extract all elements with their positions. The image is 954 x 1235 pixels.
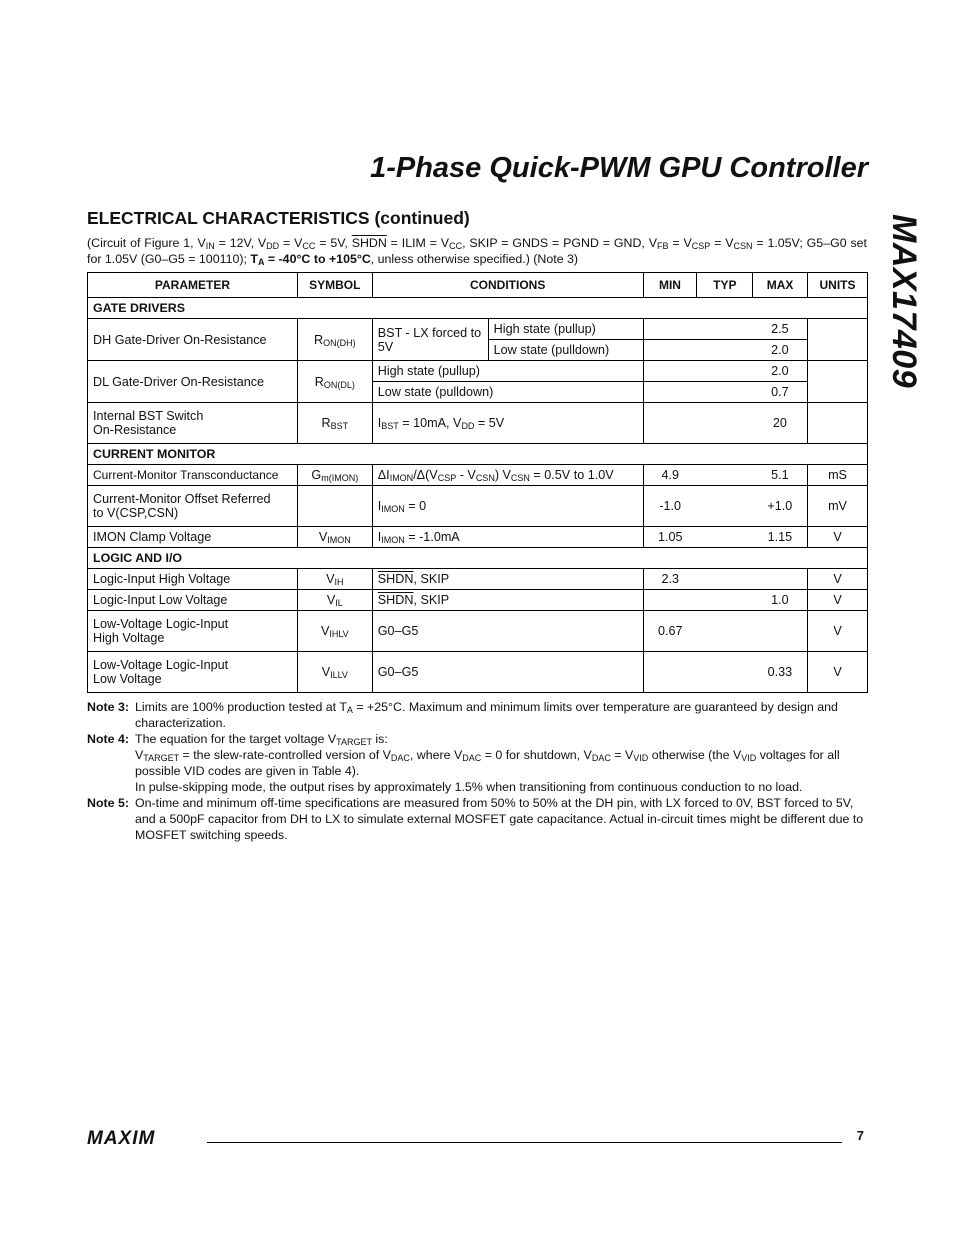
table-row: DH Gate-Driver On-Resistance $R_{ON(DH)}$ BST - LX forced to 5V High state (pullup) 2.5 <box>88 319 868 340</box>
note-3: Note 3: Limits are 100% production tested at $T_A = +25^\circ C$. Maximum and minimum limits over temperature are guaranteed by design and characterization. <box>87 700 838 730</box>
group-row: CURRENT MONITOR <box>88 444 868 465</box>
note-4-pulse-skipping: In pulse-skipping mode, the output rises by approximately 1.5% when transitioning from continuous conduction to no load. <box>135 780 803 794</box>
page-footer <box>87 1128 868 1148</box>
table-row: Current-Monitor Offset Referred to V(CSP,CSN) $I_{IMON} = 0$ -1.0 +1.0 mV <box>88 486 868 527</box>
section-heading: ELECTRICAL CHARACTERISTICS (continued) <box>87 208 470 228</box>
table-row: Current-Monitor Transconductance $G_{m(IMON)}$ $\Delta I_{IMON}/\Delta(V_{CSP} - V_{CSN}) V_{CSN} = 0.5V$ to 1.0V 4.9 5.1 mS <box>88 465 868 486</box>
table-row: Low-Voltage Logic-Input Low Voltage $V_{ILLV}$ G0–G5 0.33 V <box>88 652 868 693</box>
table-row: Low state (pulldown) 0.7 <box>88 382 868 403</box>
electrical-characteristics-table <box>87 272 868 693</box>
note-5: Note 5: On-time and minimum off-time specifications are measured from 50% to 50% at the DH pin, with LX forced to 0V, BST forced to 5V, and a 500pF capacitor from DH to LX to simulate external MOSFET gate capacitance. Actual in-circuit times might be different due to MOSFET switching speeds. <box>87 796 864 842</box>
table-row: Logic-Input High Voltage $V_{IH}$ SHDN, SKIP 2.3 V <box>88 569 868 590</box>
group-row: GATE DRIVERS <box>88 298 868 319</box>
note-4: Note 4: The equation for the target voltage $V_{TARGET}$ is: <box>87 732 388 747</box>
header-min: MIN <box>643 273 697 298</box>
header-parameter: PARAMETER <box>88 273 298 298</box>
page-title: 1-Phase Quick-PWM GPU Controller <box>370 152 868 184</box>
table-row: Logic-Input Low Voltage $V_{IL}$ SHDN, SKIP 1.0 V <box>88 590 868 611</box>
header-max: MAX <box>753 273 808 298</box>
table-header-row <box>88 273 868 298</box>
part-number-side-label: MAX17409 <box>885 214 923 389</box>
notes-section <box>87 699 868 843</box>
table-row: Low state (pulldown) 2.0 <box>88 340 868 361</box>
table-row: Low-Voltage Logic-Input High Voltage $V_{IHLV}$ G0–G5 0.67 V <box>88 611 868 652</box>
header-typ: TYP <box>697 273 753 298</box>
table-row: IMON Clamp Voltage $V_{IMON}$ $I_{IMON} = -1.0mA$ 1.05 1.15 V <box>88 527 868 548</box>
footer-rule <box>207 1142 842 1143</box>
page-number: 7 <box>856 1128 864 1143</box>
header-conditions: CONDITIONS <box>372 273 643 298</box>
maxim-logo: MAXIM <box>87 1128 156 1149</box>
note-4-equation: $V_{TARGET}$ = the slew-rate-controlled version of $V_{DAC}$, where $V_{DAC} = 0$ for shutdown, $V_{DAC} = V_{VID}$ otherwise (the $V_{VID}$ voltages for all possible VID codes are given in Table 4). <box>135 748 840 778</box>
header-symbol: SYMBOL <box>297 273 372 298</box>
table-row: DL Gate-Driver On-Resistance $R_{ON(DL)}$ High state (pullup) 2.0 <box>88 361 868 382</box>
header-units: UNITS <box>808 273 868 298</box>
group-row: LOGIC AND I/O <box>88 548 868 569</box>
table-row: Internal BST Switch On-Resistance $R_{BST}$ $I_{BST} = 10mA$, $V_{DD} = 5V$ 20 <box>88 403 868 444</box>
conditions-intro: (Circuit of Figure 1, $V_{IN} = 12V$, $V_{DD} = V_{CC} = 5V$, SHDN = ILIM = $V_{CC}$, SKIP = GNDS = PGND = GND, $V_{FB} = V_{CSP} = V_{CSN} = 1.05V$; G5–G0 set for 1.05V (G0–G5 = 100110); $T_A = -40^\circ C$ to +105°C, unless otherwise specified.) (Note 3) <box>87 236 868 267</box>
